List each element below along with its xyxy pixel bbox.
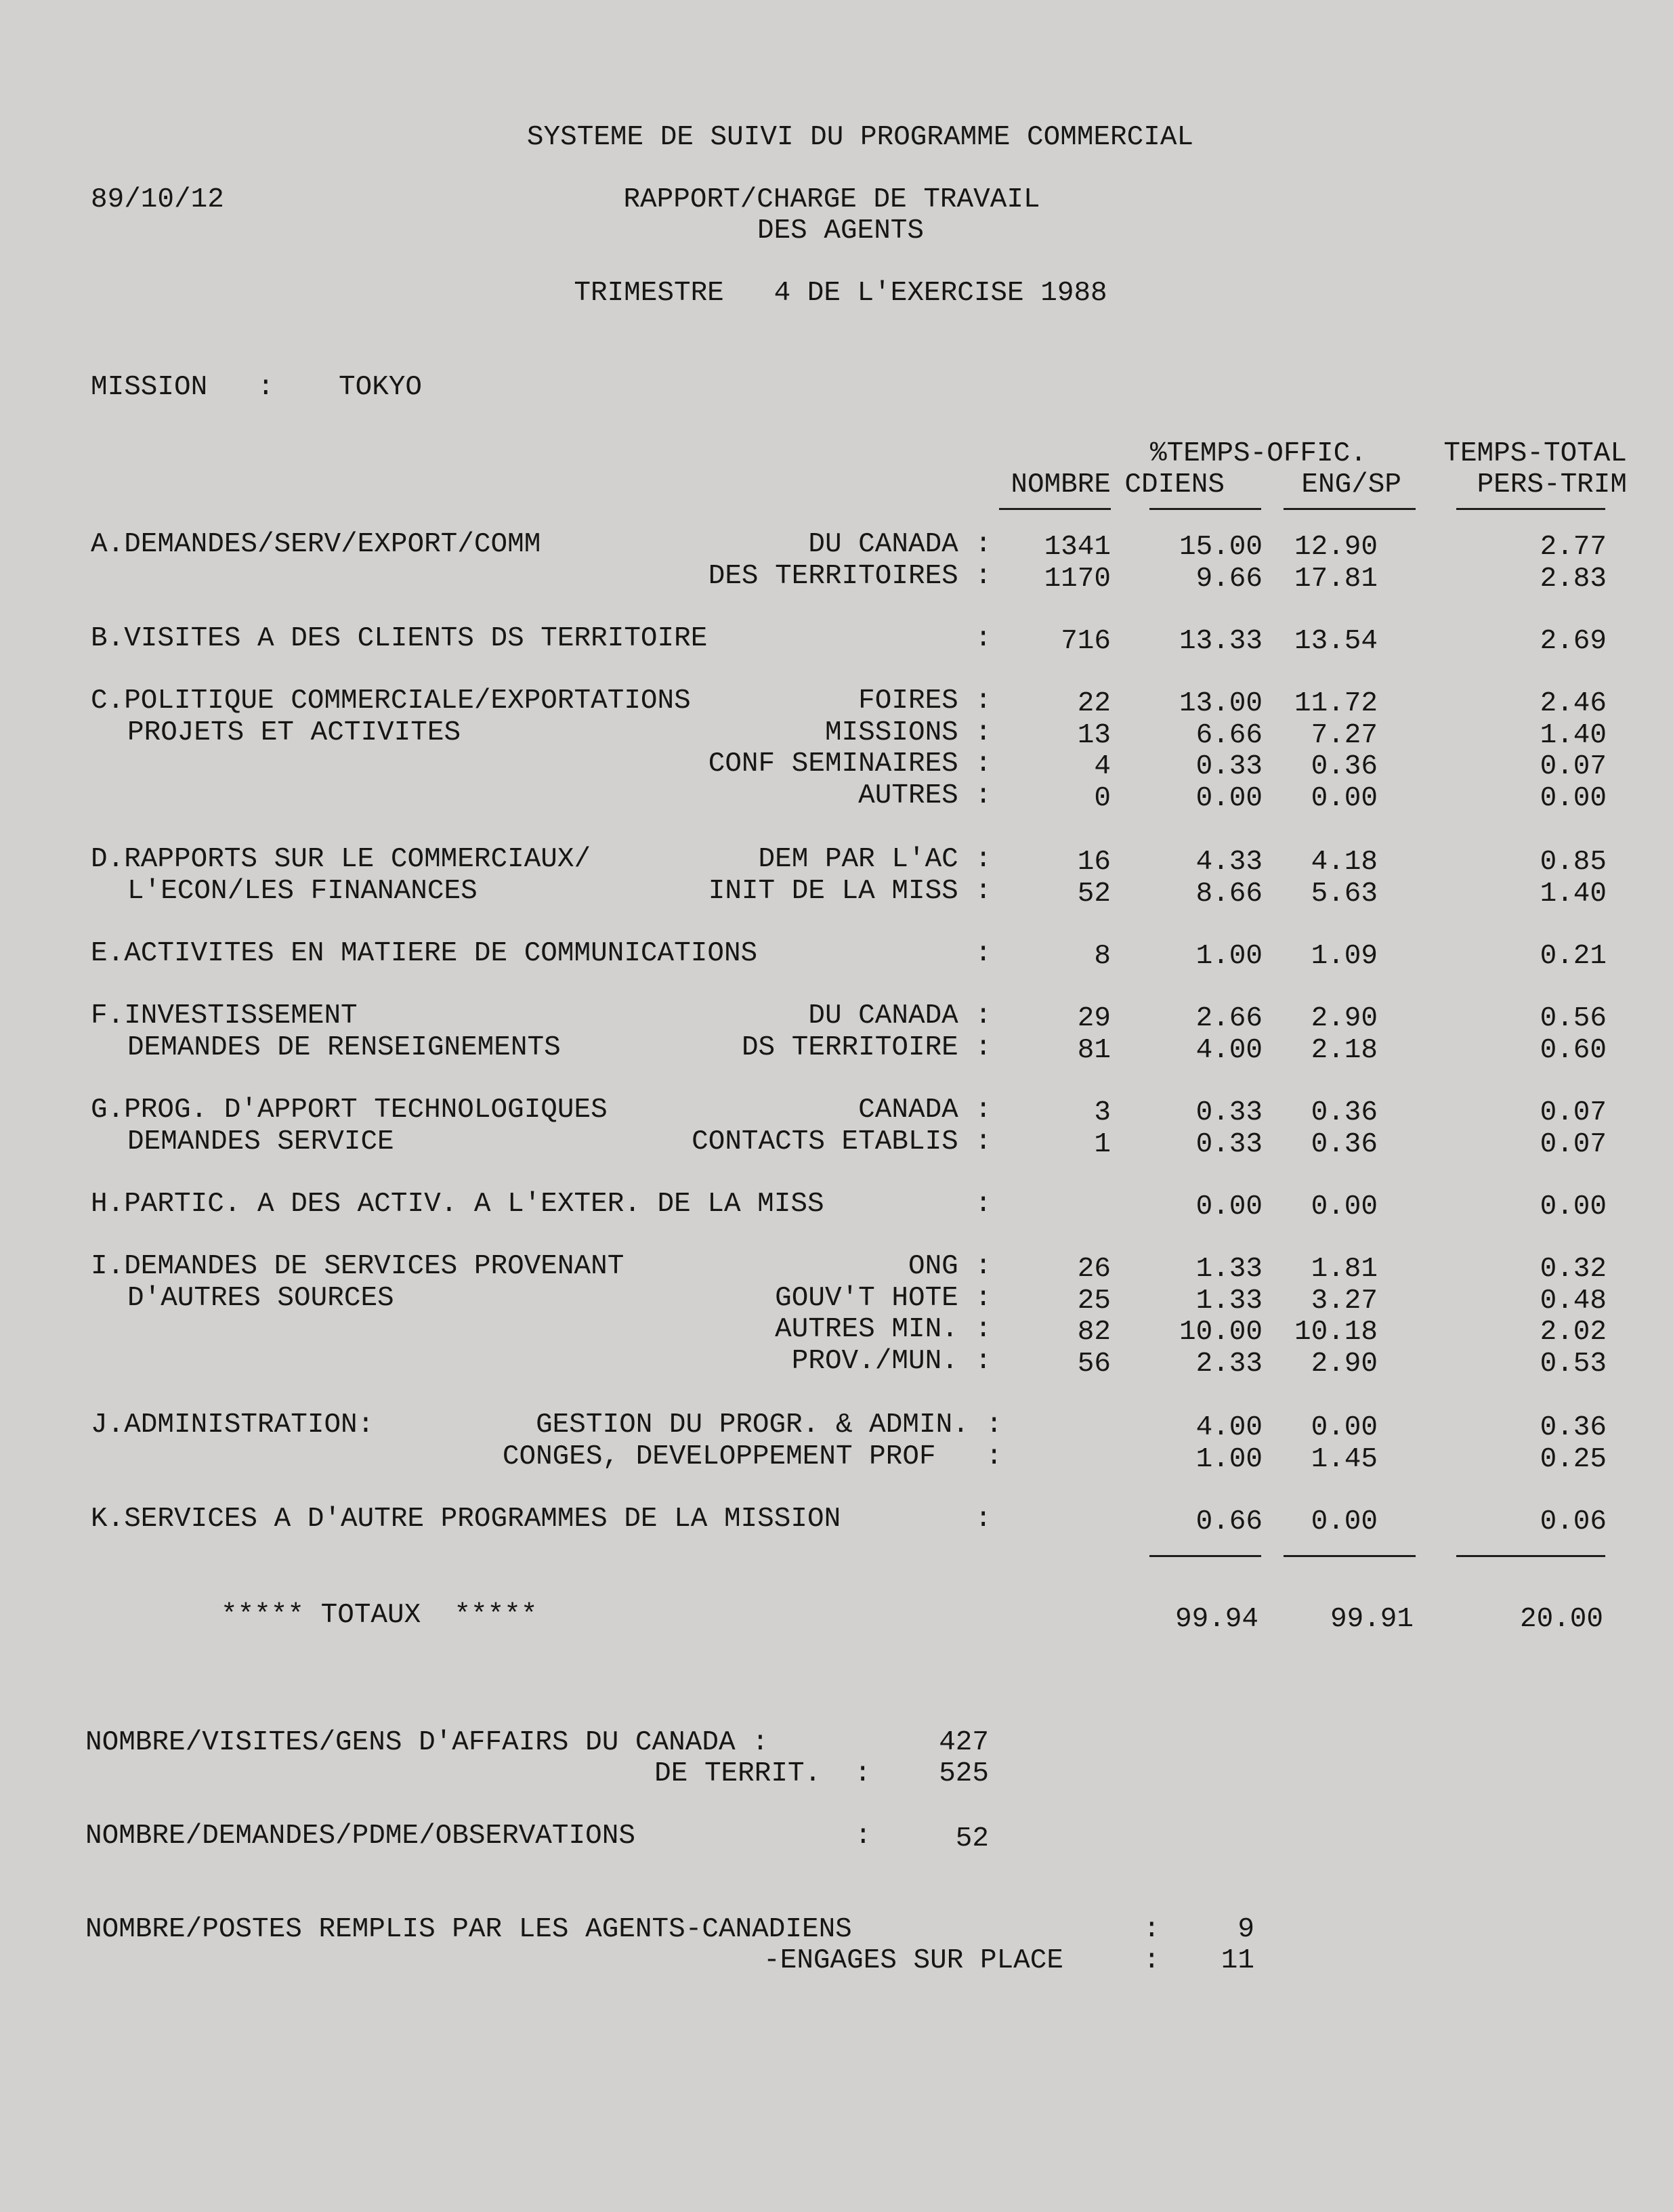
totals-rule (1284, 1555, 1416, 1557)
row-sublabel: PROV./MUN. : (791, 1345, 992, 1377)
mission-label: MISSION : (91, 372, 274, 403)
cell-eng-sp: 0.00 (1311, 1191, 1378, 1222)
totals-cdiens: 99.94 (1174, 1604, 1258, 1635)
totals-rule (1456, 1555, 1605, 1557)
header-rule (1456, 508, 1605, 510)
cell-nombre: 13 (1077, 719, 1111, 751)
cell-pers-trim: 0.07 (1540, 751, 1607, 782)
cell-cdiens: 0.66 (1195, 1506, 1263, 1537)
cell-eng-sp: 11.72 (1294, 688, 1378, 719)
cell-pers-trim: 0.06 (1540, 1506, 1607, 1537)
trimestre-line: TRIMESTRE 4 DE L'EXERCISE 1988 (574, 278, 1107, 309)
engages-label: -ENGAGES SUR PLACE (763, 1945, 1063, 1976)
cell-eng-sp: 17.81 (1294, 563, 1378, 595)
cell-eng-sp: 1.09 (1311, 941, 1378, 972)
engages-value: 11 (1221, 1945, 1254, 1976)
cell-cdiens: 13.33 (1179, 626, 1263, 657)
report-subtitle-line2: DES AGENTS (757, 215, 925, 247)
row-sublabel: GOUV'T HOTE : (775, 1282, 992, 1314)
cell-cdiens: 8.66 (1195, 878, 1263, 910)
cell-pers-trim: 2.46 (1540, 688, 1607, 719)
cell-pers-trim: 2.77 (1540, 532, 1607, 563)
cell-pers-trim: 0.85 (1540, 847, 1607, 878)
cell-pers-trim: 0.32 (1540, 1254, 1607, 1285)
cell-pers-trim: 2.69 (1540, 626, 1607, 657)
cell-pers-trim: 0.00 (1540, 1191, 1607, 1222)
cell-nombre: 82 (1077, 1317, 1111, 1348)
row-sublabel: : (975, 623, 992, 654)
column-header-temps-total: TEMPS-TOTAL (1443, 438, 1627, 469)
cell-cdiens: 2.33 (1195, 1348, 1263, 1380)
cell-nombre: 16 (1077, 847, 1111, 878)
row-sublabel: DS TERRITOIRE : (741, 1031, 992, 1063)
cell-pers-trim: 0.60 (1540, 1034, 1607, 1066)
cell-nombre: 716 (1061, 626, 1111, 657)
cell-nombre: 3 (1094, 1097, 1111, 1128)
cell-eng-sp: 13.54 (1294, 626, 1378, 657)
postes-canadiens-value: 9 (1237, 1914, 1254, 1945)
row-sublabel: FOIRES : (858, 685, 992, 717)
cell-cdiens: 1.00 (1195, 941, 1263, 972)
row-sublabel: INIT DE LA MISS : (708, 875, 992, 907)
cell-pers-trim: 2.02 (1540, 1317, 1607, 1348)
cell-cdiens: 0.33 (1195, 1128, 1263, 1160)
cell-cdiens: 15.00 (1179, 532, 1263, 563)
section-label-continuation: D'AUTRES SOURCES (127, 1282, 394, 1314)
cell-eng-sp: 10.18 (1294, 1317, 1378, 1348)
visites-canada-value: 427 (939, 1727, 989, 1758)
cell-nombre: 52 (1077, 878, 1111, 910)
cell-eng-sp: 2.18 (1311, 1034, 1378, 1066)
report-subtitle-line1: RAPPORT/CHARGE DE TRAVAIL (623, 184, 1040, 215)
cell-pers-trim: 0.07 (1540, 1097, 1607, 1128)
cell-cdiens: 2.66 (1195, 1003, 1263, 1034)
section-label: D.RAPPORTS SUR LE COMMERCIAUX/ (91, 844, 591, 875)
cell-pers-trim: 0.25 (1540, 1443, 1607, 1475)
cell-eng-sp: 0.00 (1311, 1506, 1378, 1537)
cell-cdiens: 9.66 (1195, 563, 1263, 595)
column-header-nombre: NOMBRE (1011, 469, 1111, 501)
row-sublabel: : (975, 1504, 992, 1535)
column-header-pers-trim: PERS-TRIM (1477, 469, 1627, 501)
cell-eng-sp: 1.81 (1311, 1254, 1378, 1285)
row-sublabel: CONGES, DEVELOPPEMENT PROF : (502, 1441, 1002, 1472)
cell-eng-sp: 4.18 (1311, 847, 1378, 878)
totals-pers-trim: 20.00 (1519, 1604, 1603, 1635)
visites-canada-label: NOMBRE/VISITES/GENS D'AFFAIRS DU CANADA : (85, 1727, 769, 1758)
report-title: SYSTEME DE SUIVI DU PROGRAMME COMMERCIAL (526, 122, 1194, 153)
section-label: G.PROG. D'APPORT TECHNOLOGIQUES (91, 1094, 608, 1126)
section-label: K.SERVICES A D'AUTRE PROGRAMMES DE LA MISSION (91, 1504, 841, 1535)
row-sublabel: DU CANADA : (808, 1000, 992, 1031)
pdme-label: NOMBRE/DEMANDES/PDME/OBSERVATIONS (85, 1821, 635, 1852)
cell-pers-trim: 0.21 (1540, 941, 1607, 972)
section-label: A.DEMANDES/SERV/EXPORT/COMM (91, 529, 541, 560)
cell-cdiens: 4.00 (1195, 1412, 1263, 1443)
cell-eng-sp: 5.63 (1311, 878, 1378, 910)
row-sublabel: DEM PAR L'AC : (758, 844, 992, 875)
visites-territ-value: 525 (939, 1758, 989, 1789)
cell-cdiens: 0.00 (1195, 782, 1263, 814)
cell-eng-sp: 2.90 (1311, 1348, 1378, 1380)
cell-eng-sp: 3.27 (1311, 1285, 1378, 1317)
cell-cdiens: 13.00 (1179, 688, 1263, 719)
section-label: H.PARTIC. A DES ACTIV. A L'EXTER. DE LA MISS (91, 1189, 824, 1220)
row-sublabel: DES TERRITOIRES : (708, 560, 992, 592)
engages-colon: : (1143, 1945, 1160, 1976)
cell-nombre: 4 (1094, 751, 1111, 782)
row-sublabel: AUTRES MIN. : (775, 1314, 992, 1345)
cell-pers-trim: 0.36 (1540, 1412, 1607, 1443)
cell-nombre: 1 (1094, 1128, 1111, 1160)
section-label: E.ACTIVITES EN MATIERE DE COMMUNICATIONS (91, 938, 758, 969)
column-header-eng-sp: ENG/SP (1301, 469, 1401, 501)
row-sublabel: DU CANADA : (808, 529, 992, 560)
cell-pers-trim: 0.07 (1540, 1128, 1607, 1160)
cell-cdiens: 6.66 (1195, 719, 1263, 751)
cell-cdiens: 1.33 (1195, 1254, 1263, 1285)
header-rule (999, 508, 1111, 510)
header-rule (1149, 508, 1261, 510)
cell-pers-trim: 1.40 (1540, 719, 1607, 751)
cell-nombre: 25 (1077, 1285, 1111, 1317)
section-label-continuation: DEMANDES SERVICE (127, 1126, 394, 1157)
cell-eng-sp: 1.45 (1311, 1443, 1378, 1475)
cell-eng-sp: 0.00 (1311, 782, 1378, 814)
cell-pers-trim: 0.48 (1540, 1285, 1607, 1317)
section-label: B.VISITES A DES CLIENTS DS TERRITOIRE (91, 623, 708, 654)
row-sublabel: MISSIONS : (824, 717, 992, 748)
cell-nombre: 26 (1077, 1254, 1111, 1285)
section-label-continuation: DEMANDES DE RENSEIGNEMENTS (127, 1031, 561, 1063)
totals-label: ***** TOTAUX ***** (221, 1600, 538, 1631)
row-sublabel: CANADA : (858, 1094, 992, 1126)
postes-colon: : (1143, 1914, 1160, 1945)
cell-eng-sp: 0.36 (1311, 1097, 1378, 1128)
column-header-cdiens: CDIENS (1124, 469, 1225, 501)
header-rule (1284, 508, 1416, 510)
pdme-colon: : (855, 1821, 872, 1852)
row-sublabel: : (975, 1189, 992, 1220)
cell-nombre: 1170 (1044, 563, 1111, 595)
cell-eng-sp: 12.90 (1294, 532, 1378, 563)
pdme-value: 52 (955, 1823, 989, 1854)
cell-cdiens: 4.00 (1195, 1034, 1263, 1066)
postes-label: NOMBRE/POSTES REMPLIS PAR LES AGENTS-CANADIENS (85, 1914, 852, 1945)
mission-value: TOKYO (339, 372, 423, 403)
report-date: 89/10/12 (91, 184, 224, 215)
cell-cdiens: 10.00 (1179, 1317, 1263, 1348)
cell-nombre: 0 (1094, 782, 1111, 814)
row-sublabel: AUTRES : (858, 780, 992, 811)
totals-eng-sp: 99.91 (1330, 1604, 1414, 1635)
section-label-continuation: L'ECON/LES FINANANCES (127, 875, 478, 907)
cell-cdiens: 0.33 (1195, 1097, 1263, 1128)
cell-nombre: 56 (1077, 1348, 1111, 1380)
section-label: F.INVESTISSEMENT (91, 1000, 358, 1031)
cell-pers-trim: 1.40 (1540, 878, 1607, 910)
cell-cdiens: 4.33 (1195, 847, 1263, 878)
section-label-continuation: PROJETS ET ACTIVITES (127, 717, 461, 748)
cell-nombre: 8 (1094, 941, 1111, 972)
section-label: I.DEMANDES DE SERVICES PROVENANT (91, 1251, 624, 1282)
cell-pers-trim: 2.83 (1540, 563, 1607, 595)
cell-eng-sp: 0.36 (1311, 751, 1378, 782)
cell-cdiens: 1.00 (1195, 1443, 1263, 1475)
row-sublabel: ONG : (908, 1251, 992, 1282)
cell-cdiens: 1.33 (1195, 1285, 1263, 1317)
cell-pers-trim: 0.53 (1540, 1348, 1607, 1380)
cell-cdiens: 0.00 (1195, 1191, 1263, 1222)
cell-eng-sp: 0.00 (1311, 1412, 1378, 1443)
cell-pers-trim: 0.00 (1540, 782, 1607, 814)
row-sublabel: GESTION DU PROGR. & ADMIN. : (536, 1409, 1002, 1441)
cell-cdiens: 0.33 (1195, 751, 1263, 782)
totals-rule (1149, 1555, 1261, 1557)
row-sublabel: CONF SEMINAIRES : (708, 748, 992, 780)
cell-nombre: 1341 (1044, 532, 1111, 563)
cell-nombre: 29 (1077, 1003, 1111, 1034)
section-label: C.POLITIQUE COMMERCIALE/EXPORTATIONS (91, 685, 691, 717)
section-label: J.ADMINISTRATION: (91, 1409, 375, 1441)
cell-nombre: 22 (1077, 688, 1111, 719)
cell-eng-sp: 2.90 (1311, 1003, 1378, 1034)
row-sublabel: CONTACTS ETABLIS : (692, 1126, 992, 1157)
cell-eng-sp: 7.27 (1311, 719, 1378, 751)
visites-territ-label: DE TERRIT. : (654, 1758, 871, 1789)
cell-nombre: 81 (1077, 1034, 1111, 1066)
cell-eng-sp: 0.36 (1311, 1128, 1378, 1160)
row-sublabel: : (975, 938, 992, 969)
column-header-temps-offic: %TEMPS-OFFIC. (1150, 438, 1367, 469)
cell-pers-trim: 0.56 (1540, 1003, 1607, 1034)
